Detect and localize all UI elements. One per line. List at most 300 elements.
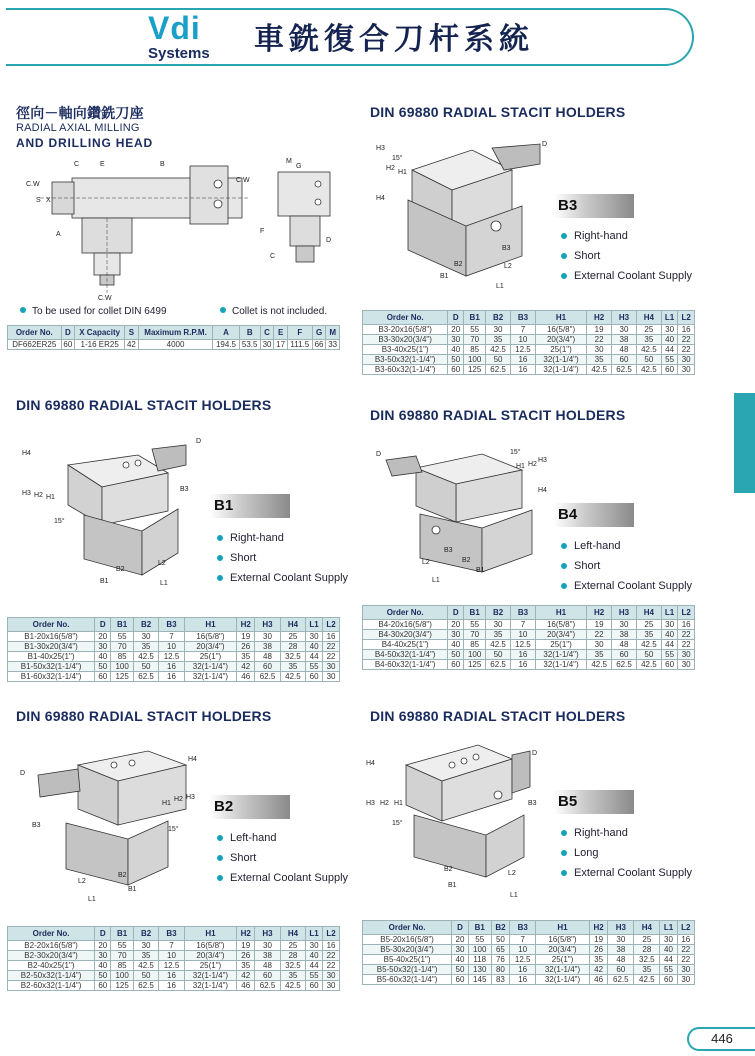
table-row — [8, 662, 340, 672]
table-cell: 20(3/4") — [535, 630, 586, 640]
table-cell: 48 — [612, 345, 637, 355]
table-cell: 42.5 — [133, 652, 158, 662]
label-h2: H2 — [528, 461, 537, 468]
table-cell: B4-20x16(5/8") — [363, 620, 448, 630]
table-cell: 30 — [255, 632, 280, 642]
table-cell: 118 — [468, 955, 491, 965]
table-cell: 20(3/4") — [184, 951, 236, 961]
table-row — [8, 941, 340, 951]
table-cell: 30 — [677, 975, 694, 985]
table-cell: 130 — [468, 965, 491, 975]
header-row — [8, 326, 340, 340]
table-cell: 60 — [661, 365, 678, 375]
table-cell: 30 — [323, 971, 340, 981]
table-row — [8, 652, 340, 662]
table-cell: 32(1-1/4") — [536, 965, 590, 975]
table-cell: 25 — [280, 632, 305, 642]
table-cell: 46 — [589, 975, 608, 985]
table-cell: 22 — [678, 630, 695, 640]
label-d: D — [196, 438, 202, 445]
table-cell: 30 — [612, 325, 637, 335]
table-cell: 35 — [587, 650, 612, 660]
column-header: Order No. — [363, 606, 448, 620]
table-cell: 42 — [237, 662, 255, 672]
label-cw-left: C.W — [26, 181, 40, 188]
table-cell: 60 — [306, 672, 323, 682]
column-header: L1 — [306, 618, 323, 632]
table-cell: 16 — [510, 965, 536, 975]
column-header: G — [312, 326, 326, 340]
column-header: L1 — [306, 927, 323, 941]
table-row — [363, 345, 695, 355]
table-cell: 50 — [486, 650, 511, 660]
column-header: S — [125, 326, 139, 340]
table-row — [363, 965, 695, 975]
table-row — [363, 620, 695, 630]
table-cell: 28 — [634, 945, 660, 955]
label-l1: L1 — [432, 577, 440, 584]
table-cell: 60 — [61, 340, 75, 350]
table-cell: 32(1-1/4") — [184, 672, 236, 682]
b3-spec-table — [362, 310, 695, 375]
table-cell: B1-30x20(3/4") — [8, 642, 95, 652]
table-cell: 50 — [636, 650, 661, 660]
table-cell: 22 — [678, 640, 695, 650]
label-b: B — [160, 161, 165, 168]
column-header: H2 — [589, 921, 608, 935]
table-cell: 32(1-1/4") — [535, 660, 586, 670]
table-cell: 35 — [280, 971, 305, 981]
table-cell: 30 — [677, 965, 694, 975]
column-header: L2 — [677, 921, 694, 935]
b1-section-title: DIN 69880 RADIAL STACIT HOLDERS — [16, 397, 272, 413]
column-header: Order No. — [363, 311, 448, 325]
table-cell: 32(1-1/4") — [184, 662, 236, 672]
table-cell: 60 — [608, 965, 634, 975]
column-header: B2 — [133, 927, 158, 941]
table-row — [363, 955, 695, 965]
table-cell: 20 — [95, 632, 111, 642]
table-cell: 55 — [661, 650, 678, 660]
table-cell: 40 — [95, 652, 111, 662]
table-cell: 16 — [511, 355, 536, 365]
table-cell: 35 — [280, 662, 305, 672]
table-cell: 100 — [111, 662, 133, 672]
table-cell: 42.5 — [587, 660, 612, 670]
column-header: B — [239, 326, 260, 340]
table-cell: 30 — [587, 345, 612, 355]
table-cell: 42.5 — [280, 981, 305, 991]
table-cell: 22 — [587, 630, 612, 640]
b4-spec-table — [362, 605, 695, 670]
b5-drawing — [362, 735, 552, 905]
column-header: B3 — [511, 311, 536, 325]
table-cell: 16 — [677, 935, 694, 945]
b1-type-label: B1 — [210, 494, 290, 518]
table-cell: B1-40x25(1") — [8, 652, 95, 662]
table-cell: B1-60x32(1-1/4") — [8, 672, 95, 682]
table-cell: 4000 — [138, 340, 213, 350]
table-cell: 42.5 — [486, 640, 511, 650]
table-cell: 100 — [464, 650, 486, 660]
table-cell: 62.5 — [608, 975, 634, 985]
table-cell: B2-30x20(3/4") — [8, 951, 95, 961]
table-cell: 22 — [323, 951, 340, 961]
table-cell: 16(5/8") — [184, 632, 236, 642]
table-cell: B2-20x16(5/8") — [8, 941, 95, 951]
label-l1: L1 — [88, 896, 96, 903]
table-cell: 16 — [159, 981, 184, 991]
column-header: E — [274, 326, 288, 340]
table-cell: 62.5 — [133, 672, 158, 682]
label-h3: H3 — [22, 490, 31, 497]
b2-type-label: B2 — [210, 795, 290, 819]
table-cell: 20 — [95, 941, 111, 951]
table-row — [363, 630, 695, 640]
table-cell: 40 — [452, 955, 469, 965]
table-cell: 40 — [661, 630, 678, 640]
table-cell: B5-60x32(1-1/4") — [363, 975, 452, 985]
table-cell: 26 — [237, 642, 255, 652]
label-b1: B1 — [476, 567, 485, 574]
label-h3: H3 — [366, 800, 375, 807]
column-header: D — [61, 326, 75, 340]
feature-item: External Coolant Supply — [216, 868, 348, 888]
table-cell: 35 — [589, 955, 608, 965]
table-cell: 55 — [468, 935, 491, 945]
table-cell: 50 — [133, 662, 158, 672]
table-cell: 16 — [159, 662, 184, 672]
feature-item: Left-hand — [216, 828, 348, 848]
column-header: H4 — [280, 927, 305, 941]
table-cell: 60 — [661, 660, 678, 670]
table-cell: 60 — [306, 981, 323, 991]
table-cell: 10 — [511, 335, 536, 345]
table-cell: 55 — [464, 620, 486, 630]
label-b3: B3 — [502, 245, 511, 252]
table-cell: 62.5 — [255, 672, 280, 682]
table-cell: 40 — [661, 335, 678, 345]
b4-type-label: B4 — [554, 503, 634, 527]
label-c: C — [74, 161, 80, 168]
table-cell: 30 — [612, 620, 637, 630]
table-cell: 28 — [280, 642, 305, 652]
table-cell: 30 — [255, 941, 280, 951]
b3-drawing — [372, 130, 572, 295]
b1-spec-table — [7, 617, 340, 682]
table-cell: 20(3/4") — [535, 335, 586, 345]
label-l2: L2 — [504, 263, 512, 270]
b3-feature-list — [560, 226, 692, 286]
table-cell: 50 — [95, 971, 111, 981]
label-s: S — [36, 197, 41, 204]
table-cell: 7 — [159, 632, 184, 642]
table-row — [8, 642, 340, 652]
b2-drawing — [18, 735, 208, 905]
b5-section-title: DIN 69880 RADIAL STACIT HOLDERS — [370, 708, 626, 724]
table-cell: 30 — [133, 632, 158, 642]
table-cell: 22 — [323, 642, 340, 652]
table-cell: 125 — [111, 981, 133, 991]
table-cell: 70 — [111, 642, 133, 652]
header-row — [363, 311, 695, 325]
table-cell: 70 — [464, 335, 486, 345]
table-cell: 85 — [464, 640, 486, 650]
table-cell: 62.5 — [612, 660, 637, 670]
table-cell: 10 — [510, 945, 536, 955]
feature-item: Right-hand — [560, 226, 692, 246]
table-row — [363, 945, 695, 955]
table-cell: 42 — [589, 965, 608, 975]
header-row — [363, 921, 695, 935]
label-d: D — [532, 750, 538, 757]
table-row — [8, 961, 340, 971]
table-cell: 125 — [464, 660, 486, 670]
table-cell: 25(1") — [536, 955, 590, 965]
label-h1: H1 — [162, 800, 171, 807]
column-header: H4 — [636, 311, 661, 325]
table-cell: 100 — [464, 355, 486, 365]
table-cell: 32(1-1/4") — [535, 365, 586, 375]
label-cw-bottom: C.W — [98, 295, 112, 302]
table-cell: 38 — [608, 945, 634, 955]
table-cell: 145 — [468, 975, 491, 985]
table-cell: 60 — [255, 662, 280, 672]
table-cell: 30 — [678, 355, 695, 365]
table-cell: 85 — [111, 961, 133, 971]
table-cell: 35 — [486, 630, 511, 640]
table-cell: 38 — [612, 630, 637, 640]
label-angle: 15° — [168, 826, 179, 833]
column-header: H4 — [280, 618, 305, 632]
label-d: D — [376, 451, 382, 458]
table-cell: B5-20x16(5/8") — [363, 935, 452, 945]
b2-section-title: DIN 69880 RADIAL STACIT HOLDERS — [16, 708, 272, 724]
table-cell: 50 — [491, 935, 510, 945]
table-cell: 19 — [589, 935, 608, 945]
table-row — [363, 975, 695, 985]
column-header: L1 — [661, 606, 678, 620]
table-cell: 22 — [323, 961, 340, 971]
table-cell: 30 — [661, 325, 678, 335]
table-cell: 100 — [468, 945, 491, 955]
table-cell: 30 — [486, 620, 511, 630]
table-cell: 35 — [133, 951, 158, 961]
label-d: D — [326, 237, 332, 244]
label-b3: B3 — [528, 800, 537, 807]
column-header: B2 — [486, 311, 511, 325]
table-cell: 30 — [133, 941, 158, 951]
label-h2: H2 — [34, 492, 43, 499]
column-header: B2 — [491, 921, 510, 935]
column-header: D — [95, 618, 111, 632]
table-cell: 60 — [612, 650, 637, 660]
table-cell: 20(3/4") — [184, 642, 236, 652]
table-cell: 7 — [511, 325, 536, 335]
label-g: G — [296, 163, 302, 170]
label-angle: 15° — [510, 449, 521, 456]
column-header: D — [448, 311, 464, 325]
table-cell: 32.5 — [280, 961, 305, 971]
table-cell: 66 — [312, 340, 326, 350]
label-l2: L2 — [508, 870, 516, 877]
table-cell: 7 — [159, 941, 184, 951]
table-cell: 20 — [448, 620, 464, 630]
table-row — [363, 325, 695, 335]
column-header: B1 — [111, 927, 133, 941]
table-cell: 30 — [323, 672, 340, 682]
table-cell: 60 — [660, 975, 677, 985]
column-header: H2 — [237, 927, 255, 941]
table-cell: 35 — [237, 652, 255, 662]
head-title-en1: RADIAL AXIAL MILLING — [16, 122, 140, 134]
table-cell: 16(5/8") — [184, 941, 236, 951]
table-cell: 26 — [589, 945, 608, 955]
table-cell: 12.5 — [511, 640, 536, 650]
label-angle: 15° — [54, 518, 65, 525]
table-cell: 30 — [486, 325, 511, 335]
table-cell: 48 — [608, 955, 634, 965]
feature-item: Short — [560, 556, 692, 576]
column-header: B1 — [111, 618, 133, 632]
table-cell: 19 — [587, 620, 612, 630]
label-angle: 15° — [392, 155, 403, 162]
table-cell: 12.5 — [511, 345, 536, 355]
column-header: H4 — [634, 921, 660, 935]
table-cell: B2-60x32(1-1/4") — [8, 981, 95, 991]
feature-item: External Coolant Supply — [560, 576, 692, 596]
table-cell: 7 — [510, 935, 536, 945]
table-cell: 40 — [306, 642, 323, 652]
table-cell: 22 — [678, 345, 695, 355]
b1-feature-list — [216, 528, 348, 588]
table-cell: 50 — [448, 355, 464, 365]
table-cell: 30 — [660, 935, 677, 945]
table-cell: B4-30x20(3/4") — [363, 630, 448, 640]
table-cell: 1-16 ER25 — [75, 340, 125, 350]
table-cell: 25(1") — [184, 652, 236, 662]
table-cell: 16 — [323, 632, 340, 642]
table-cell: 194.5 — [213, 340, 239, 350]
table-cell: 33 — [326, 340, 340, 350]
table-cell: B3-60x32(1-1/4") — [363, 365, 448, 375]
label-h3: H3 — [376, 145, 385, 152]
table-cell: 44 — [306, 961, 323, 971]
label-b3: B3 — [444, 547, 453, 554]
table-cell: 53.5 — [239, 340, 260, 350]
column-header: H2 — [587, 606, 612, 620]
table-cell: 60 — [95, 672, 111, 682]
table-cell: 35 — [486, 335, 511, 345]
table-cell: 12.5 — [159, 961, 184, 971]
table-row — [8, 951, 340, 961]
table-cell: 40 — [95, 961, 111, 971]
table-cell: B4-60x32(1-1/4") — [363, 660, 448, 670]
table-cell: 50 — [636, 355, 661, 365]
label-f: F — [260, 228, 265, 235]
b4-drawing — [372, 432, 562, 592]
table-cell: 70 — [111, 951, 133, 961]
table-cell: 60 — [612, 355, 637, 365]
table-cell: 111.5 — [287, 340, 312, 350]
column-header: Order No. — [8, 618, 95, 632]
label-l2: L2 — [158, 560, 166, 567]
page-title: 車銑復合刀杆系統 — [254, 22, 534, 57]
feature-item: Right-hand — [560, 823, 692, 843]
table-cell: 50 — [448, 650, 464, 660]
table-cell: 83 — [491, 975, 510, 985]
feature-item: Short — [216, 848, 348, 868]
table-cell: B3-40x25(1") — [363, 345, 448, 355]
label-d: D — [20, 770, 26, 777]
table-cell: 60 — [448, 660, 464, 670]
page-number: 446 — [687, 1027, 755, 1051]
table-cell: 30 — [448, 335, 464, 345]
table-cell: B4-50x32(1-1/4") — [363, 650, 448, 660]
brand-logo: Vdi — [148, 10, 201, 46]
table-cell: 12.5 — [510, 955, 536, 965]
b2-feature-list — [216, 828, 348, 888]
column-header: B1 — [468, 921, 491, 935]
column-header: Maximum R.P.M. — [138, 326, 213, 340]
table-cell: 76 — [491, 955, 510, 965]
table-cell: 46 — [237, 981, 255, 991]
table-cell: 30 — [95, 642, 111, 652]
column-header: C — [260, 326, 274, 340]
table-cell: 42.5 — [636, 660, 661, 670]
table-cell: 16 — [159, 672, 184, 682]
table-cell: 35 — [587, 355, 612, 365]
label-l2: L2 — [78, 878, 86, 885]
table-cell: 35 — [133, 642, 158, 652]
table-cell: 22 — [677, 955, 694, 965]
header-row — [363, 606, 695, 620]
table-cell: 16 — [510, 975, 536, 985]
table-cell: 30 — [587, 640, 612, 650]
table-cell: 62.5 — [133, 981, 158, 991]
table-cell: B3-20x16(5/8") — [363, 325, 448, 335]
milling-head-table — [7, 325, 340, 350]
table-cell: 30 — [448, 630, 464, 640]
column-header: H3 — [612, 311, 637, 325]
head-title-en2: AND DRILLING HEAD — [16, 136, 153, 150]
label-b1: B1 — [128, 886, 137, 893]
column-header: B3 — [510, 921, 536, 935]
column-header: H2 — [587, 311, 612, 325]
table-cell: 7 — [511, 620, 536, 630]
table-cell: 35 — [237, 961, 255, 971]
table-cell: 50 — [486, 355, 511, 365]
b5-spec-table — [362, 920, 695, 985]
column-header: F — [287, 326, 312, 340]
table-cell: 40 — [448, 640, 464, 650]
column-header: M — [326, 326, 340, 340]
table-cell: 28 — [280, 951, 305, 961]
column-header: B3 — [159, 618, 184, 632]
table-cell: 55 — [111, 632, 133, 642]
column-header: D — [95, 927, 111, 941]
table-cell: 125 — [111, 672, 133, 682]
table-cell: 55 — [306, 971, 323, 981]
label-b2: B2 — [454, 261, 463, 268]
header-row — [8, 927, 340, 941]
table-cell: 30 — [260, 340, 274, 350]
column-header: L2 — [323, 618, 340, 632]
column-header: H4 — [636, 606, 661, 620]
table-cell: 16 — [511, 660, 536, 670]
column-header: X Capacity — [75, 326, 125, 340]
table-row — [363, 365, 695, 375]
